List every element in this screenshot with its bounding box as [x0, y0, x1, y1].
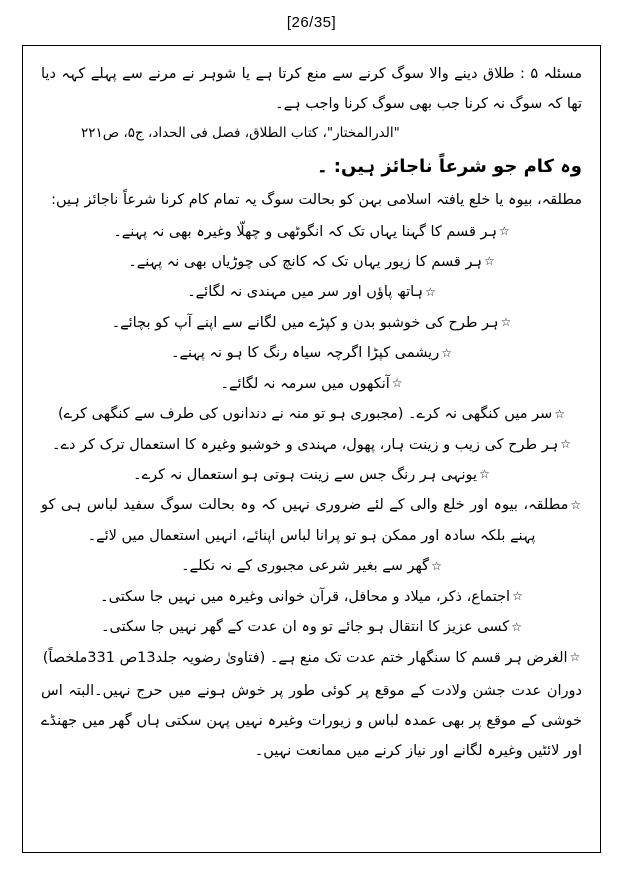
- star-icon: ☆: [431, 558, 442, 573]
- star-icon: ☆: [499, 223, 510, 238]
- list-item: [41, 399, 582, 429]
- list-item-label: آنکھوں میں سرمہ نہ لگائے۔: [220, 375, 390, 392]
- list-item: [41, 612, 582, 642]
- list-item: [41, 217, 582, 247]
- list-item-label: ریشمی کپڑا اگرچہ سیاہ رنگ کا ہو نہ پہنے۔: [171, 345, 440, 362]
- star-icon: ☆: [441, 345, 452, 360]
- list-item-label: الغرض ہر قسم کا سنگھار ختم عدت تک منع ہے۔ (فتاویٰ رضویہ جلد13ص 331ملخصاً): [42, 649, 568, 666]
- list-item: [41, 490, 582, 551]
- page-indicator: [26/35]: [286, 14, 337, 31]
- list-item-label: ہر طرح کی زیب و زینت ہار، پھول، مہندی و خوشبو وغیرہ کا استعمال ترک کر دے۔: [52, 436, 559, 453]
- list-item-label: ہر قسم کا گہنا یہاں تک کہ انگوٹھی و چھلّا وغیرہ بھی نہ پہنے۔: [113, 223, 498, 240]
- star-icon: ☆: [483, 254, 495, 269]
- list-item-label: ہاتھ پاؤں اور سر میں مہندی نہ لگائے۔: [187, 284, 424, 301]
- star-icon: ☆: [479, 467, 490, 482]
- list-item-label: سر میں کنگھی نہ کرے۔ (مجبوری ہو تو منہ نے دندانوں کی طرف سے کنگھی کرے): [57, 406, 553, 423]
- closing-paragraph: دوران عدت جشن ولادت کے موقع پر کوئی طور پر خوش ہونے میں حرج نہیں۔البتہ اس خوشی کے موقع پر بھی عمدہ لباس و زیورات وغیرہ نہیں پہن سکتی ہاں گھر میں جھنڈے اور لائٹیں وغیرہ لگانے اور نیاز کرنے میں ممانعت نہیں۔: [41, 683, 582, 759]
- list-item-label: ہر طرح کی خوشبو بدن و کپڑے میں لگانے سے اپنے آپ کو بچائے۔: [111, 314, 499, 331]
- section-intro: مطلقہ، بیوہ یا خلع یافتہ اسلامی بہن کو بحالت سوگ یہ تمام کام کرنا شرعاً ناجائز ہیں:: [51, 191, 582, 208]
- star-icon: ☆: [569, 650, 581, 665]
- masla-text: مسئلہ ۵ : طلاق دینے والا سوگ کرنے سے منع کرتا ہے یا شوہر نے مرنے سے پہلے کہہ دیا تھا کہ سوگ نہ کرنا جب بھی سوگ کرنا واجب ہے۔: [41, 66, 582, 112]
- list-item: [41, 430, 582, 460]
- page-content-frame: [22, 45, 601, 853]
- star-icon: ☆: [570, 497, 582, 512]
- star-icon: ☆: [391, 376, 403, 391]
- prohibited-acts-list: [41, 217, 582, 674]
- star-icon: ☆: [425, 284, 436, 299]
- list-item: [41, 643, 582, 673]
- list-item: [41, 582, 582, 612]
- list-item: [41, 338, 582, 368]
- section-heading: وہ کام جو شرعاً ناجائز ہیں: ۔: [316, 155, 582, 177]
- list-item: [41, 308, 582, 338]
- star-icon: ☆: [554, 406, 566, 421]
- list-item-label: ہر قسم کا زیور یہاں تک کہ کانچ کی چوڑیاں بھی نہ پہنے۔: [128, 253, 482, 270]
- star-icon: ☆: [511, 619, 522, 634]
- star-icon: ☆: [500, 315, 512, 330]
- list-item-label: گھر سے بغیر شرعی مجبوری کے نہ نکلے۔: [181, 558, 430, 575]
- star-icon: ☆: [560, 437, 571, 452]
- list-item-label: مطلقہ، بیوہ اور خلع والی کے لئے ضروری نہیں کہ وہ بحالت سوگ سفید لباس ہی کو پہنے بلکہ سادہ اور ممکن ہو تو پرانا لباس اپنائے، انہیں استعمال میں لائے۔: [41, 497, 569, 544]
- star-icon: ☆: [512, 589, 523, 604]
- list-item: [41, 551, 582, 581]
- list-item-label: یونہی ہر رنگ جس سے زینت ہوتی ہو استعمال نہ کرے۔: [133, 467, 478, 484]
- list-item: [41, 460, 582, 490]
- list-item-label: کسی عزیز کا انتقال ہو جائے تو وہ ان عدت کے گھر نہیں جا سکتی۔: [101, 619, 510, 636]
- masla-block: [41, 60, 582, 147]
- masla-reference: "الدرالمختار"، کتاب الطلاق، فصل فی الحداد، ج۵، ص۲۲۱: [81, 125, 400, 142]
- list-item: [41, 369, 582, 399]
- list-item: [41, 247, 582, 277]
- list-item-label: اجتماع، ذکر، میلاد و محافل، قرآن خوانی وغیرہ میں نہیں جا سکتی۔: [100, 588, 511, 605]
- list-item: [41, 277, 582, 307]
